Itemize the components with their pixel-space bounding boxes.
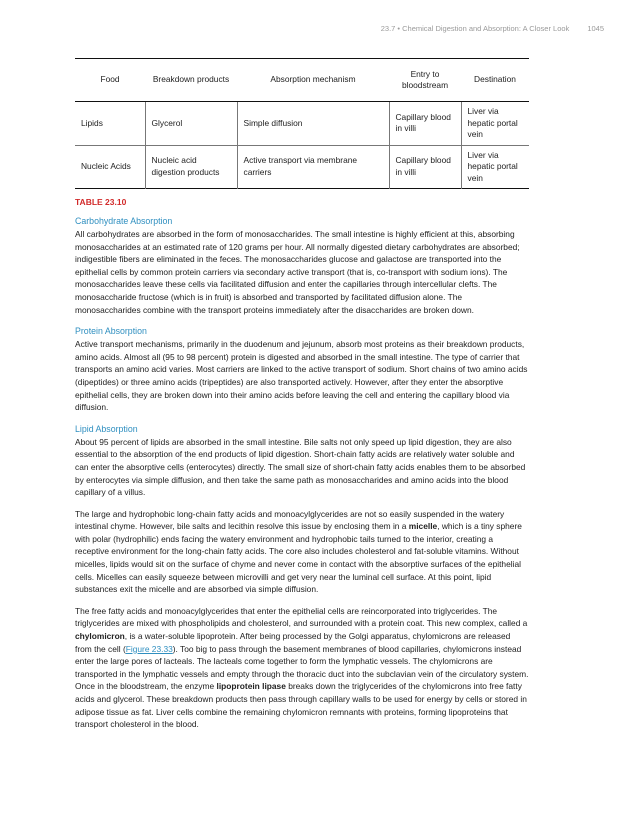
table-row (75, 145, 529, 189)
table-cell: Capillary blood in villi (389, 102, 461, 146)
table-cell: Simple diffusion (237, 102, 389, 146)
table-cell: Glycerol (145, 102, 237, 146)
text-span: , which is a tiny sphere with polar (hydrophilic) ends facing the watery environment and hydrophobic tails turned to the interior, creating a receptive environment for the long-chain fatty acids. The core also includes cholesterol and fat-soluble vitamins. Without micelles, lipids would sit on the surface of chyme and never come in contact with the absorptive surfaces of the epithelial cells. Micelles can easily squeeze between microvilli and get very near the luminal cell surface. At this point, lipid substances exit the micelle and are absorbed via simple diffusion. (75, 521, 522, 595)
col-header-entry: Entry to bloodstream (389, 59, 461, 102)
term-lipoprotein-lipase: lipoprotein lipase (216, 681, 286, 692)
lipid-paragraph-2 (75, 508, 529, 596)
text-span: ). Too big to pass through the basement membranes of blood capillaries, chylomicrons instead enter the large pores of lacteals. The lacteals come together to form the lymphatic vessels. The chylomicrons are transported in the lymphatic vessels and empty through the thoracic duct into the subclavian vein of the circulatory system. Once in the bloodstream, the enzyme (75, 643, 529, 692)
table-cell: Nucleic Acids (81, 161, 131, 171)
page-number: 1045 (587, 24, 604, 33)
table-cell: Lipids (75, 102, 145, 146)
running-title: 23.7 • Chemical Digestion and Absorption: A Closer Look (380, 24, 570, 33)
term-chylomicron: chylomicron (75, 631, 125, 642)
term-micelle: micelle (408, 521, 438, 532)
table-cell: Liver via hepatic portal vein (461, 145, 529, 189)
text-span: , is a water-soluble lipoprotein. After being processed by the Golgi apparatus, chylomicrons are released from the cell ( (75, 631, 511, 654)
col-header-destination: Destination (461, 59, 529, 102)
col-header-absorption: Absorption mechanism (237, 59, 389, 102)
figure-link[interactable]: Figure 23.33 (125, 643, 173, 654)
table-cell: Nucleic acid digestion products (145, 145, 237, 189)
table-cell: Active transport via membrane carriers (237, 145, 389, 189)
table-cell: Capillary blood in villi (389, 145, 461, 189)
lipid-paragraph-1: About 95 percent of lipids are absorbed in the small intestine. Bile salts not only speed up lipid digestion, they are also essential to the absorption of the end products of lipid digestion. Short-chain fatty acids are relatively water soluble and can enter the absorptive cells (enterocytes) directly. The small size of short-chain fatty acids enables them to be absorbed by enterocytes via simple diffusion, and then take the same path as monosaccharides and amino acids into the blood capillary of a villus. (75, 436, 526, 498)
table-cell: Liver via hepatic portal vein (461, 102, 529, 146)
page-content (75, 58, 529, 740)
protein-paragraph: Active transport mechanisms, primarily in the duodenum and jejunum, absorb most proteins as their breakdown products, amino acids. Almost all (95 to 98 percent) protein is digested and absorbed in the small intestine. The type of carrier that transports an amino acid varies. Most carriers are linked to the active transport of sodium. Short chains of two amino acids (dipeptides) or three amino acids (tripeptides) are also transported actively. However, after they enter the absorptive epithelial cells, they are broken down into their amino acids before leaving the cell and entering the capillary blood via diffusion. (75, 339, 528, 413)
lipid-paragraph-3 (75, 605, 529, 731)
table-row (75, 102, 529, 146)
table-caption: TABLE 23.10 (75, 197, 127, 207)
text-span: The free fatty acids and monoacylglycerides that enter the epithelial cells are reincorporated into triglycerides. The triglycerides are mixed with phospholipids and cholesterol, and surrounded with a protein coat. This new complex, called a (75, 605, 528, 629)
carbohydrate-paragraph: All carbohydrates are absorbed in the form of monosaccharides. The small intestine is highly efficient at this, absorbing monosaccharides at an estimated rate of 120 grams per hour. All normally digested dietary carbohydrates are absorbed; indigestible fibers are eliminated in the feces. The monosaccharides glucose and galactose are transported into the epithelial cells by common protein carriers via secondary active transport (that is, co-transport with sodium ions). The monosaccharides leave these cells via facilitated diffusion and enter the capillaries through intercellular clefts. The monosaccharide fructose (which is in fruit) is absorbed and transported by facilitated diffusion alone. The monosaccharides combine with the transport proteins immediately after the disaccharides are broken down. (75, 229, 520, 315)
heading-protein-absorption: Protein Absorption (75, 326, 147, 337)
heading-carbohydrate-absorption: Carbohydrate Absorption (75, 216, 173, 226)
absorption-table (75, 58, 529, 189)
heading-lipid-absorption: Lipid Absorption (75, 423, 138, 434)
col-header-breakdown: Breakdown products (145, 59, 237, 102)
running-header (0, 24, 604, 33)
col-header-food: Food (75, 59, 145, 102)
text-span: breaks down the triglycerides of the chylomicrons into free fatty acids and glycerol. These breakdown products then pass through capillary walls to be used for energy by cells or stored in adipose tissue as fat. Liver cells combine the remaining chylomicron remnants with proteins, forming lipoproteins that transport cholesterol in the blood. (75, 681, 527, 730)
text-span: The large and hydrophobic long-chain fatty acids and monoacylglycerides are not so easily suspended in the watery intestinal chyme. However, bile salts and lecithin resolve this issue by enclosing them in a (75, 508, 505, 532)
table-header-row (75, 59, 529, 102)
